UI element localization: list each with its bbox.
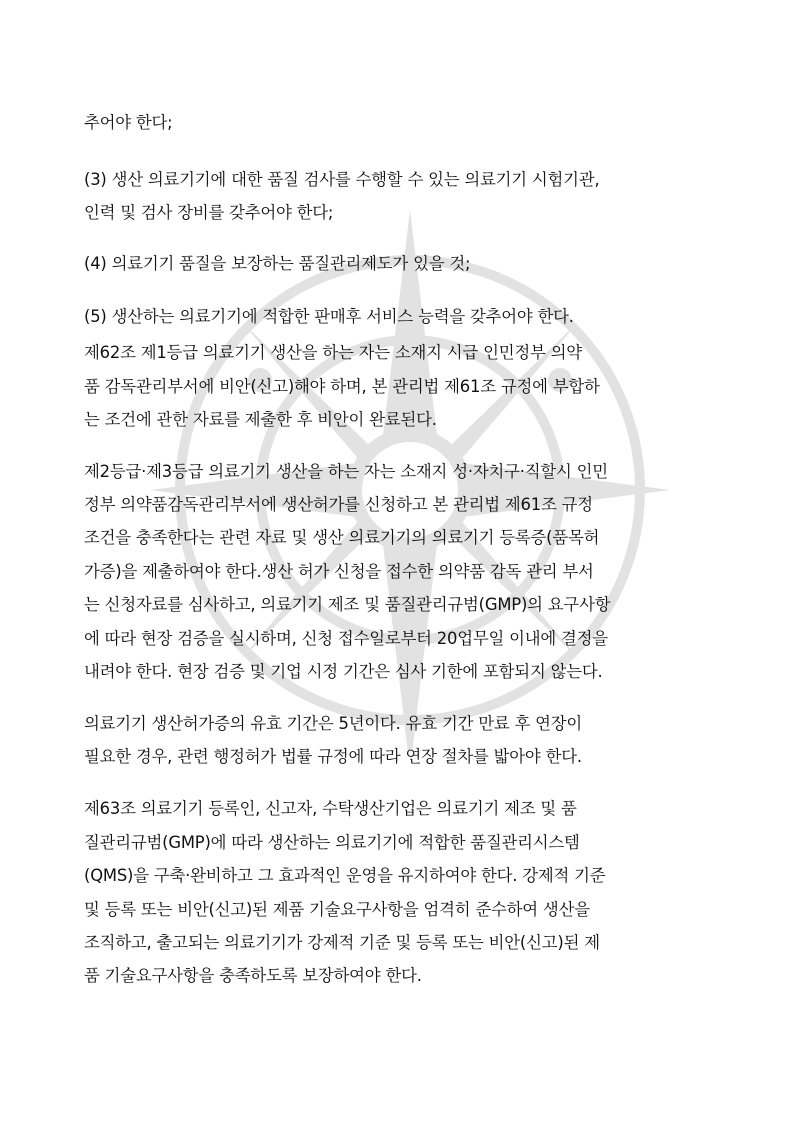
- text-line: 품 감독관리부서에 비안(신고)해야 하며, 본 관리법 제61조 규정에 부합하: [84, 377, 600, 396]
- text-line: 가증)을 제출하여야 한다.생산 허가 신청을 접수한 의약품 감독 관리 부서: [84, 562, 594, 581]
- text-line: 추어야 한다;: [84, 113, 173, 132]
- text-line: 내려야 한다. 현장 검증 및 기업 시정 기간은 심사 기한에 포함되지 않는다.: [84, 662, 603, 681]
- text-line: 품 기술요구사항을 충족하도록 보장하여야 한다.: [84, 966, 422, 985]
- text-line: (5) 생산하는 의료기기에 적합한 판매후 서비스 능력을 갖추어야 한다.: [84, 307, 574, 326]
- text-line: 에 따라 현장 검증을 실시하며, 신청 접수일로부터 20업무일 이내에 결정을: [84, 629, 608, 648]
- text-line: 필요한 경우, 관련 행정허가 법률 규정에 따라 연장 절차를 밟아야 한다.: [84, 747, 582, 766]
- text-line: 및 등록 또는 비안(신고)된 제품 기술요구사항을 엄격히 준수하여 생산을: [84, 900, 590, 919]
- text-line: 의료기기 생산허가증의 유효 기간은 5년이다. 유효 기간 만료 후 연장이: [84, 714, 583, 733]
- text-line: 질관리규범(GMP)에 따라 생산하는 의료기기에 적합한 품질관리시스템: [84, 833, 580, 852]
- text-line: 는 조건에 관한 자료를 제출한 후 비안이 완료된다.: [84, 410, 437, 429]
- text-line: 조건을 충족한다는 관련 자료 및 생산 의료기기의 의료기기 등록증(품목허: [84, 528, 600, 547]
- text-line: 제63조 의료기기 등록인, 신고자, 수탁생산기업은 의료기기 제조 및 품: [84, 799, 577, 818]
- text-line: (QMS)을 구축·완비하고 그 효과적인 운영을 유지하여야 한다. 강제적 기준: [84, 866, 606, 885]
- text-line: 인력 및 검사 장비를 갖추어야 한다;: [84, 203, 334, 222]
- text-line: (3) 생산 의료기기에 대한 품질 검사를 수행할 수 있는 의료기기 시험기관,: [84, 170, 600, 189]
- text-line: 정부 의약품감독관리부서에 생산허가를 신청하고 본 관리법 제61조 규정: [84, 495, 593, 514]
- text-line: 는 신청자료를 심사하고, 의료기기 제조 및 품질관리규범(GMP)의 요구사항: [84, 595, 611, 614]
- text-line: (4) 의료기기 품질을 보장하는 품질관리제도가 있을 것;: [84, 254, 471, 273]
- text-line: 제62조 제1등급 의료기기 생산을 하는 자는 소재지 시급 인민정부 의약: [84, 343, 582, 362]
- text-line: 제2등급·제3등급 의료기기 생산을 하는 자는 소재지 성·자치구·직할시 인민: [84, 462, 608, 481]
- text-line: 조직하고, 출고되는 의료기기가 강제적 기준 및 등록 또는 비안(신고)된 제: [84, 933, 600, 952]
